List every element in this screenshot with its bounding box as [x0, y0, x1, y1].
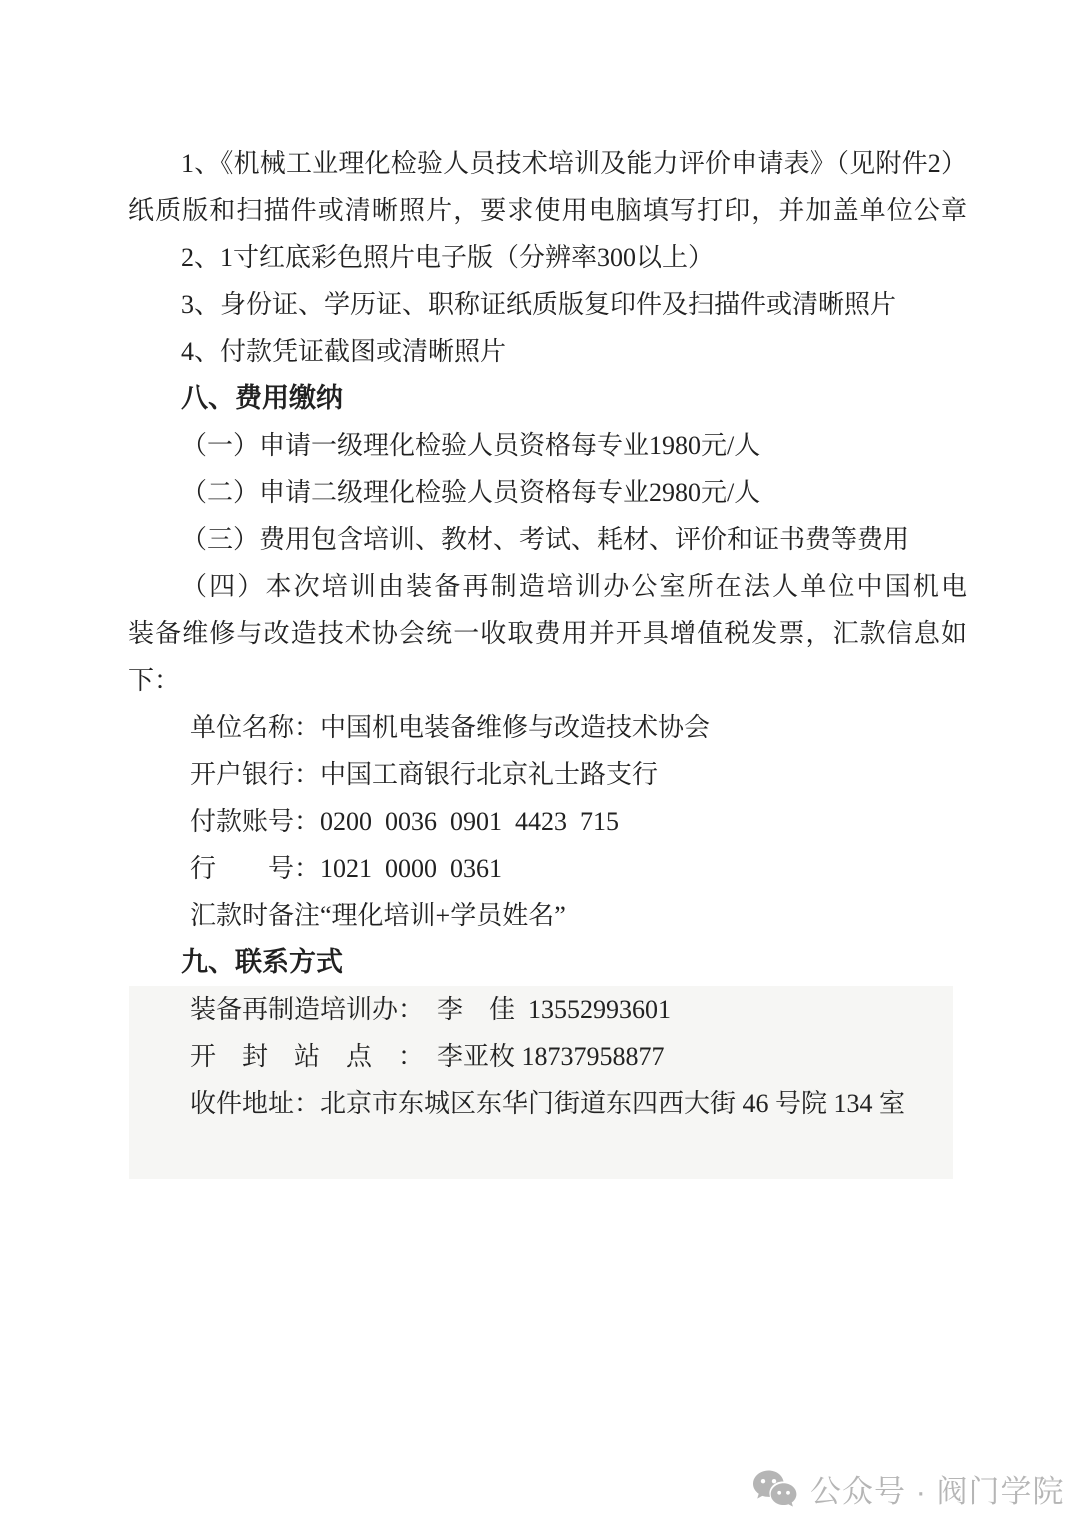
para-attachment-form: 1、《机械工业理化检验人员技术培训及能力评价申请表》（见附件2）: [181, 149, 967, 178]
heading-fees: 八、费用缴纳: [181, 383, 343, 413]
para-id-documents: 3、身份证、学历证、职称证纸质版复印件及扫描件或清晰照片: [181, 290, 897, 319]
para-invoice-info-wrap: 装备维修与改造技术协会统一收取费用并开具增值税发票，汇款信息如: [128, 619, 967, 648]
para-invoice-info: （四）本次培训由装备再制造培训办公室所在法人单位中国机电: [181, 572, 967, 601]
bank-unit-name-line: 单位名称：中国机电装备维修与改造技术协会: [190, 713, 711, 742]
bank-branch-line: 开户银行：中国工商银行北京礼士路支行: [190, 760, 659, 789]
wechat-icon: [752, 1469, 798, 1509]
account-number-line: 付款账号：0200 0036 0901 4423 715: [190, 807, 620, 836]
para-attachment-form-wrap: 纸质版和扫描件或清晰照片，要求使用电脑填写打印，并加盖单位公章: [128, 196, 967, 225]
document-body: [128, 140, 967, 1127]
bank-code-line: 行 号：1021 0000 0361: [190, 854, 503, 883]
contact-training-office-line: 装备再制造培训办： 李 佳 13552993601: [190, 995, 672, 1024]
fee-includes-line: （三）费用包含培训、教材、考试、耗材、评价和证书费等费用: [181, 525, 910, 554]
para-photo-requirement: 2、1寸红底彩色照片电子版（分辨率300以上）: [181, 243, 715, 272]
fee-level2-line: （二）申请二级理化检验人员资格每专业2980元/人: [181, 478, 761, 507]
watermark: [752, 1466, 1065, 1511]
para-payment-proof: 4、付款凭证截图或清晰照片: [181, 337, 507, 366]
contact-kaifeng-site-line: 开 封 站 点 ： 李亚枚 18737958877: [190, 1042, 665, 1071]
fee-level1-line: （一）申请一级理化检验人员资格每专业1980元/人: [181, 431, 761, 460]
watermark-label: 公众号 · 阀门学院: [810, 1474, 1065, 1509]
mail-address-line: 收件地址：北京市东城区东华门街道东四西大街 46 号院 134 室: [190, 1089, 906, 1118]
heading-contact: 九、联系方式: [181, 947, 343, 977]
remit-note-line: 汇款时备注“理化培训+学员姓名”: [190, 901, 566, 930]
para-invoice-info-end: 下：: [128, 666, 181, 695]
